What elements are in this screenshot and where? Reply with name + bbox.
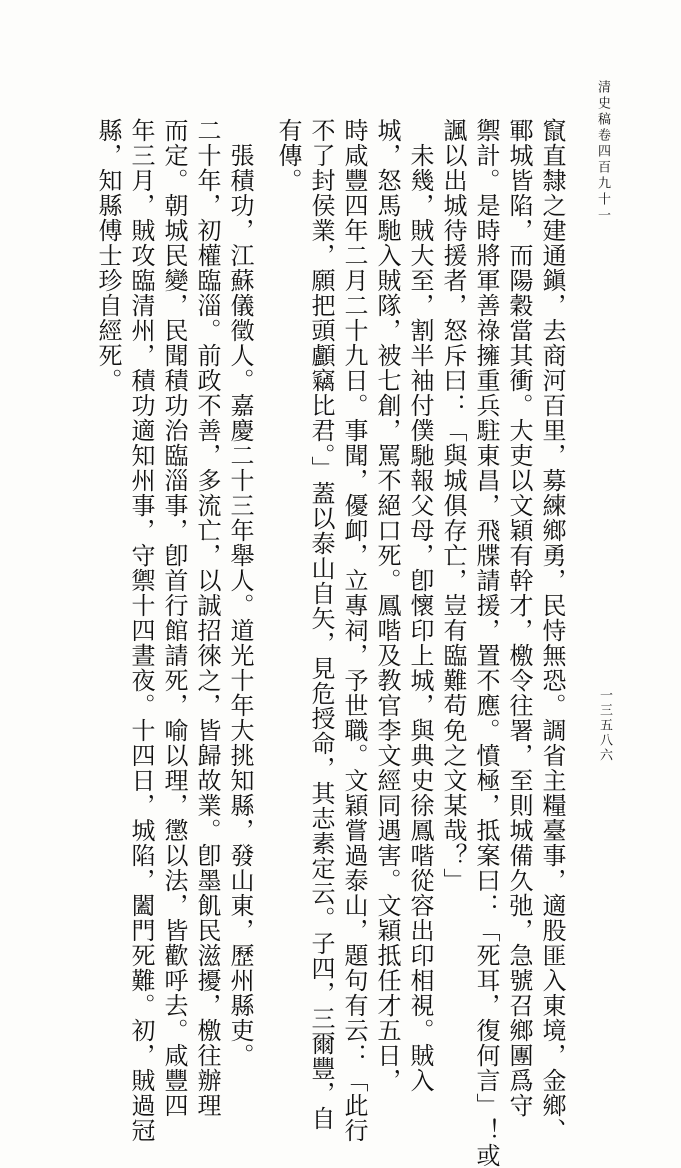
text-column: 竄直隸之建通鎭，去商河百里，募練鄉勇，民恃無恐。調省主糧臺事，適股匪入東境，金鄉、: [538, 118, 566, 1143]
text-column: 年三月，賊攻臨清州，積功適知州事，守禦十四晝夜。十四日，城陷，闔門死難。初，賊過冠: [127, 118, 155, 1143]
text-column: 城，怒馬馳入賊隊，被七創，罵不絕口死。鳳喈及教官李文經同遇害。文穎抵任才五日，: [373, 118, 401, 1093]
text-column: 張積功，江蘇儀徵人。嘉慶二十三年舉人。道光十年大挑知縣，發山東，歷州縣吏。: [226, 118, 254, 1068]
text-column: 而定。朝城民變，民聞積功治臨淄事，卽首行館請死，喻以理，懲以法，皆歡呼去。咸豐四: [160, 118, 188, 1118]
text-column: 未幾，賊大至，割半袖付僕馳報父母，卽懷印上城，與典史徐鳳喈從容出印相視。賊入: [406, 118, 434, 1093]
text-column: 有傳。: [274, 118, 302, 193]
text-column: 時咸豐四年二月二十九日。事聞，優卹，立專祠，予世職。文穎嘗過泰山，題句有云：「此行: [340, 118, 368, 1143]
text-column: 二十年，初權臨淄。前政不善，多流亡，以誠招徠之，皆歸故業。卽墨飢民滋擾，檄往辦理: [193, 118, 221, 1118]
text-column: 鄆城皆陷，而陽穀當其衝。大吏以文穎有幹才，檄令往署，至則城備久弛，急號召鄉團爲守: [505, 118, 533, 1118]
page-number: 一三五八六: [597, 688, 612, 763]
text-column: 縣，知縣傅士珍自經死。: [94, 118, 122, 393]
text-column: 禦計。是時將軍善祿擁重兵駐東昌，飛牒請援，置不應。憤極，抵案曰：「死耳，復何言」！或: [472, 118, 500, 1168]
text-column: 不了封侯業，願把頭顱竊比君。」蓋以泰山自矢，見危授命，其志素定云。子四，三爾豐，自: [307, 118, 335, 1131]
text-column: 諷以出城待援者，怒斥曰：「與城俱存亡，豈有臨難苟免之文某哉？」: [439, 118, 467, 893]
running-title: 清史稿卷四百九十一: [595, 80, 610, 224]
